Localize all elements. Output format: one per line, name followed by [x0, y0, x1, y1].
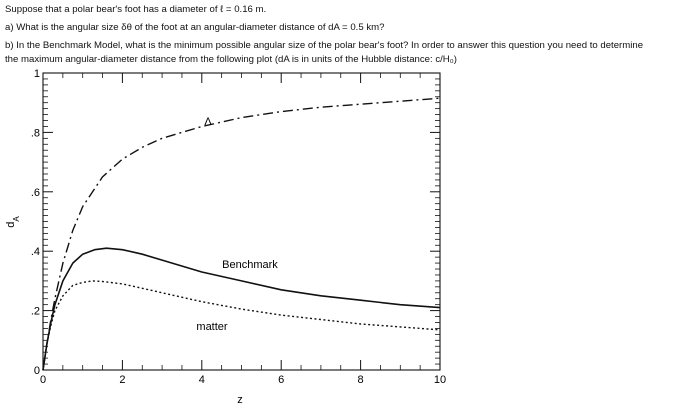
x-tick-label: 0 — [39, 374, 47, 386]
series-label-benchmark: Benchmark — [222, 259, 278, 271]
y-tick-label: .4 — [30, 246, 40, 259]
question-part-b-line2: the maximum angular-diameter distance from the following plot (dA is in units of the Hubble distance: c/H₀) — [5, 54, 457, 65]
y-tick-label: .6 — [30, 186, 40, 199]
series-label-matter: matter — [196, 321, 228, 333]
x-axis-label: z — [237, 394, 243, 406]
y-tick-label: 0 — [33, 365, 40, 377]
y-tick-label: 1 — [33, 68, 40, 80]
x-tick-label: 6 — [278, 374, 285, 386]
series-label-lambda: Λ — [204, 116, 212, 128]
series-line-lambda — [43, 98, 440, 370]
y-axis-label: $d_A$ — [5, 216, 21, 228]
series-line-matter — [43, 281, 440, 370]
x-tick-label: 10 — [433, 374, 447, 386]
question-part-b-line1: b) In the Benchmark Model, what is the minimum possible angular size of the polar bear's foot? In order to answer this question you need to determine — [5, 40, 644, 51]
question-intro: Suppose that a polar bear's foot has a diameter of ℓ = 0.16 m. — [5, 4, 267, 15]
y-tick-label: .2 — [30, 305, 40, 318]
question-part-a: a) What is the angular size δθ of the foot at an angular-diameter distance of dA = 0.5 km? — [5, 22, 385, 33]
y-tick-label: .8 — [30, 127, 40, 140]
x-tick-label: 4 — [198, 374, 205, 386]
x-tick-label: 2 — [119, 374, 126, 386]
x-tick-label: 8 — [357, 374, 364, 386]
plot-frame — [43, 73, 440, 370]
